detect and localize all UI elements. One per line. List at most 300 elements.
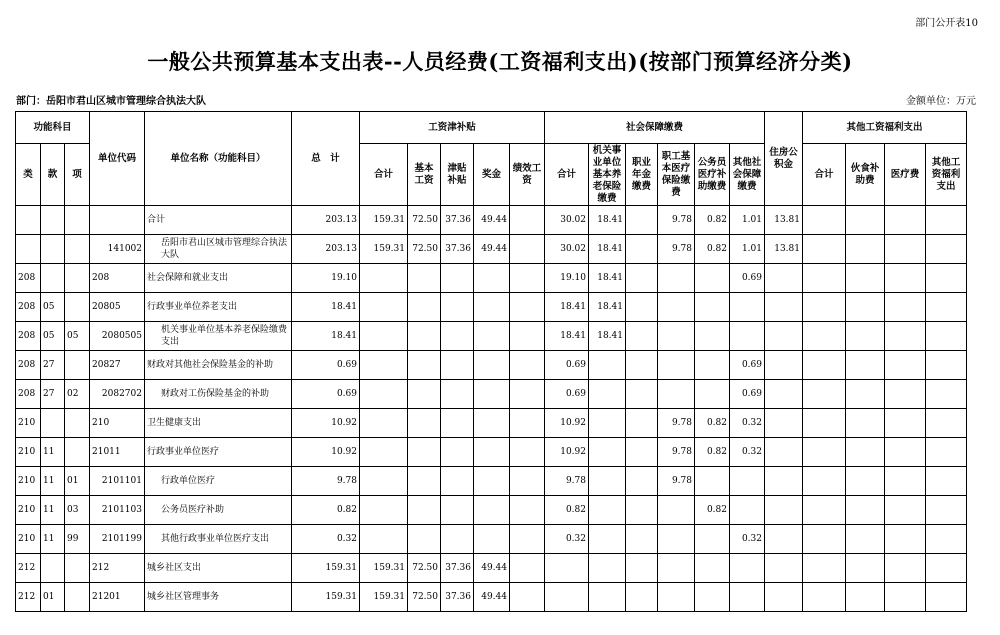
cell-civil-medical: 0.82 bbox=[695, 206, 730, 235]
cell-total: 10.92 bbox=[292, 409, 360, 438]
department-label: 部门：岳阳市君山区城市管理综合执法大队 bbox=[16, 96, 206, 107]
cell-social-total: 30.02 bbox=[545, 206, 589, 235]
cell-other-welfare bbox=[926, 583, 967, 612]
cell-housing-fund bbox=[765, 351, 803, 380]
cell-pension bbox=[589, 438, 626, 467]
cell-performance-wage bbox=[510, 409, 545, 438]
cell-allowance bbox=[441, 380, 474, 409]
cell-performance-wage bbox=[510, 235, 545, 264]
cell-wage-total bbox=[360, 525, 408, 554]
cell-other-social: 0.69 bbox=[730, 351, 765, 380]
cell-annuity bbox=[626, 351, 658, 380]
cell-allowance bbox=[441, 264, 474, 293]
cell-social-total: 19.10 bbox=[545, 264, 589, 293]
cell-basic-wage bbox=[408, 525, 441, 554]
table-row bbox=[16, 554, 967, 583]
cell-meal bbox=[846, 322, 885, 351]
cell-medical bbox=[658, 380, 695, 409]
cell-unit-code: 141002 bbox=[90, 235, 145, 264]
cell-medical bbox=[658, 351, 695, 380]
cell-medical: 9.78 bbox=[658, 235, 695, 264]
cell-kuan: 27 bbox=[41, 351, 65, 380]
cell-wage-total bbox=[360, 351, 408, 380]
cell-total: 10.92 bbox=[292, 438, 360, 467]
cell-performance-wage bbox=[510, 351, 545, 380]
cell-meal bbox=[846, 496, 885, 525]
cell-lei: 212 bbox=[16, 583, 41, 612]
cell-medical bbox=[658, 583, 695, 612]
cell-xiang: 02 bbox=[65, 380, 90, 409]
table-row bbox=[16, 322, 967, 351]
cell-medical: 9.78 bbox=[658, 206, 695, 235]
cell-annuity bbox=[626, 409, 658, 438]
table-row bbox=[16, 351, 967, 380]
cell-medical bbox=[658, 293, 695, 322]
cell-total: 0.82 bbox=[292, 496, 360, 525]
cell-pension: 18.41 bbox=[589, 293, 626, 322]
header-civil-medical: 公务员医疗补助缴费 bbox=[695, 144, 730, 206]
cell-unit-code: 212 bbox=[90, 554, 145, 583]
cell-unit-code: 21201 bbox=[90, 583, 145, 612]
cell-housing-fund bbox=[765, 525, 803, 554]
cell-other-total bbox=[803, 554, 846, 583]
cell-bonus bbox=[474, 264, 510, 293]
cell-wage-total bbox=[360, 264, 408, 293]
cell-unit-name: 城乡社区管理事务 bbox=[145, 583, 292, 612]
cell-lei: 208 bbox=[16, 264, 41, 293]
cell-total: 0.69 bbox=[292, 351, 360, 380]
cell-bonus: 49.44 bbox=[474, 206, 510, 235]
cell-total: 9.78 bbox=[292, 467, 360, 496]
cell-performance-wage bbox=[510, 525, 545, 554]
header-annuity: 职业年金缴费 bbox=[626, 144, 658, 206]
table-row bbox=[16, 293, 967, 322]
cell-xiang: 99 bbox=[65, 525, 90, 554]
cell-other-welfare bbox=[926, 206, 967, 235]
cell-other-total bbox=[803, 206, 846, 235]
table-number: 部门公开表10 bbox=[915, 18, 978, 29]
cell-unit-code bbox=[90, 206, 145, 235]
cell-medical-fee bbox=[885, 496, 926, 525]
cell-allowance bbox=[441, 438, 474, 467]
cell-kuan: 27 bbox=[41, 380, 65, 409]
cell-bonus bbox=[474, 380, 510, 409]
cell-medical-fee bbox=[885, 380, 926, 409]
cell-other-total bbox=[803, 351, 846, 380]
cell-other-social: 0.69 bbox=[730, 264, 765, 293]
cell-total: 0.69 bbox=[292, 380, 360, 409]
cell-medical-fee bbox=[885, 235, 926, 264]
cell-other-social bbox=[730, 583, 765, 612]
cell-pension bbox=[589, 554, 626, 583]
cell-xiang bbox=[65, 264, 90, 293]
cell-kuan: 11 bbox=[41, 438, 65, 467]
cell-civil-medical bbox=[695, 322, 730, 351]
cell-basic-wage bbox=[408, 438, 441, 467]
cell-pension bbox=[589, 467, 626, 496]
cell-housing-fund bbox=[765, 438, 803, 467]
cell-housing-fund bbox=[765, 322, 803, 351]
cell-xiang bbox=[65, 293, 90, 322]
cell-other-total bbox=[803, 525, 846, 554]
cell-annuity bbox=[626, 206, 658, 235]
cell-meal bbox=[846, 467, 885, 496]
cell-total: 203.13 bbox=[292, 206, 360, 235]
cell-pension bbox=[589, 583, 626, 612]
cell-wage-total bbox=[360, 322, 408, 351]
cell-bonus: 49.44 bbox=[474, 554, 510, 583]
table-row bbox=[16, 438, 967, 467]
cell-other-welfare bbox=[926, 293, 967, 322]
table-row bbox=[16, 264, 967, 293]
cell-wage-total: 159.31 bbox=[360, 554, 408, 583]
cell-other-social: 1.01 bbox=[730, 235, 765, 264]
cell-housing-fund: 13.81 bbox=[765, 206, 803, 235]
cell-medical: 9.78 bbox=[658, 467, 695, 496]
cell-pension bbox=[589, 380, 626, 409]
cell-medical-fee bbox=[885, 525, 926, 554]
cell-meal bbox=[846, 293, 885, 322]
cell-housing-fund bbox=[765, 409, 803, 438]
cell-other-social bbox=[730, 322, 765, 351]
cell-civil-medical bbox=[695, 293, 730, 322]
cell-other-total bbox=[803, 438, 846, 467]
cell-lei bbox=[16, 206, 41, 235]
cell-annuity bbox=[626, 264, 658, 293]
cell-unit-name: 合计 bbox=[145, 206, 292, 235]
header-wage-total: 合计 bbox=[360, 144, 408, 206]
cell-housing-fund bbox=[765, 380, 803, 409]
cell-unit-name: 卫生健康支出 bbox=[145, 409, 292, 438]
table-row bbox=[16, 496, 967, 525]
cell-unit-code: 2101199 bbox=[90, 525, 145, 554]
cell-allowance: 37.36 bbox=[441, 206, 474, 235]
cell-bonus bbox=[474, 293, 510, 322]
cell-allowance: 37.36 bbox=[441, 235, 474, 264]
cell-total: 18.41 bbox=[292, 293, 360, 322]
cell-medical-fee bbox=[885, 438, 926, 467]
cell-civil-medical bbox=[695, 264, 730, 293]
cell-bonus: 49.44 bbox=[474, 583, 510, 612]
cell-performance-wage bbox=[510, 467, 545, 496]
table-row bbox=[16, 409, 967, 438]
cell-basic-wage: 72.50 bbox=[408, 583, 441, 612]
cell-xiang bbox=[65, 438, 90, 467]
cell-other-welfare bbox=[926, 264, 967, 293]
cell-lei: 208 bbox=[16, 322, 41, 351]
cell-basic-wage bbox=[408, 322, 441, 351]
cell-annuity bbox=[626, 554, 658, 583]
header-performance-wage: 绩效工资 bbox=[510, 144, 545, 206]
cell-housing-fund bbox=[765, 554, 803, 583]
cell-meal bbox=[846, 264, 885, 293]
cell-other-total bbox=[803, 235, 846, 264]
table-row bbox=[16, 380, 967, 409]
cell-other-total bbox=[803, 322, 846, 351]
cell-medical bbox=[658, 554, 695, 583]
cell-total: 18.41 bbox=[292, 322, 360, 351]
cell-other-social bbox=[730, 496, 765, 525]
cell-medical-fee bbox=[885, 351, 926, 380]
cell-meal bbox=[846, 206, 885, 235]
header-wage-group: 工资津补贴 bbox=[360, 112, 545, 144]
cell-performance-wage bbox=[510, 583, 545, 612]
cell-bonus: 49.44 bbox=[474, 235, 510, 264]
cell-allowance bbox=[441, 293, 474, 322]
cell-other-total bbox=[803, 409, 846, 438]
cell-performance-wage bbox=[510, 496, 545, 525]
cell-civil-medical bbox=[695, 467, 730, 496]
cell-allowance bbox=[441, 322, 474, 351]
page-title: 一般公共预算基本支出表--人员经费(工资福利支出)(按部门预算经济分类) bbox=[147, 49, 853, 74]
cell-unit-name: 财政对工伤保险基金的补助 bbox=[145, 380, 292, 409]
header-basic-wage: 基本工资 bbox=[408, 144, 441, 206]
cell-other-total bbox=[803, 293, 846, 322]
cell-annuity bbox=[626, 467, 658, 496]
cell-lei: 210 bbox=[16, 496, 41, 525]
cell-bonus bbox=[474, 467, 510, 496]
cell-kuan: 11 bbox=[41, 467, 65, 496]
header-social-group: 社会保障缴费 bbox=[545, 112, 765, 144]
cell-civil-medical: 0.82 bbox=[695, 496, 730, 525]
cell-performance-wage bbox=[510, 206, 545, 235]
cell-civil-medical: 0.82 bbox=[695, 438, 730, 467]
cell-annuity bbox=[626, 438, 658, 467]
header-medical: 职工基本医疗保险缴费 bbox=[658, 144, 695, 206]
cell-basic-wage bbox=[408, 467, 441, 496]
cell-social-total: 0.32 bbox=[545, 525, 589, 554]
cell-total: 19.10 bbox=[292, 264, 360, 293]
cell-lei: 208 bbox=[16, 380, 41, 409]
cell-housing-fund bbox=[765, 467, 803, 496]
cell-meal bbox=[846, 438, 885, 467]
cell-kuan bbox=[41, 409, 65, 438]
cell-other-welfare bbox=[926, 554, 967, 583]
cell-annuity bbox=[626, 583, 658, 612]
cell-other-welfare bbox=[926, 525, 967, 554]
cell-allowance: 37.36 bbox=[441, 583, 474, 612]
cell-performance-wage bbox=[510, 322, 545, 351]
cell-housing-fund bbox=[765, 264, 803, 293]
header-allowance: 津贴补贴 bbox=[441, 144, 474, 206]
cell-unit-name: 财政对其他社会保险基金的补助 bbox=[145, 351, 292, 380]
cell-civil-medical: 0.82 bbox=[695, 235, 730, 264]
cell-medical-fee bbox=[885, 467, 926, 496]
cell-basic-wage: 72.50 bbox=[408, 206, 441, 235]
cell-pension bbox=[589, 409, 626, 438]
cell-performance-wage bbox=[510, 293, 545, 322]
cell-pension bbox=[589, 351, 626, 380]
header-total: 总 计 bbox=[292, 112, 360, 206]
cell-annuity bbox=[626, 380, 658, 409]
cell-lei: 210 bbox=[16, 467, 41, 496]
header-meal: 伙食补助费 bbox=[846, 144, 885, 206]
cell-medical-fee bbox=[885, 409, 926, 438]
cell-other-social: 0.69 bbox=[730, 380, 765, 409]
cell-annuity bbox=[626, 235, 658, 264]
cell-medical: 9.78 bbox=[658, 438, 695, 467]
cell-medical-fee bbox=[885, 322, 926, 351]
cell-basic-wage bbox=[408, 293, 441, 322]
cell-annuity bbox=[626, 496, 658, 525]
cell-unit-name: 社会保障和就业支出 bbox=[145, 264, 292, 293]
table-row bbox=[16, 525, 967, 554]
cell-social-total bbox=[545, 554, 589, 583]
currency-unit-label: 金额单位：万元 bbox=[906, 96, 976, 107]
cell-meal bbox=[846, 351, 885, 380]
cell-civil-medical: 0.82 bbox=[695, 409, 730, 438]
cell-bonus bbox=[474, 438, 510, 467]
cell-other-social: 1.01 bbox=[730, 206, 765, 235]
cell-civil-medical bbox=[695, 554, 730, 583]
cell-medical: 9.78 bbox=[658, 409, 695, 438]
cell-basic-wage bbox=[408, 409, 441, 438]
table-row bbox=[16, 467, 967, 496]
cell-other-welfare bbox=[926, 380, 967, 409]
cell-bonus bbox=[474, 525, 510, 554]
cell-allowance bbox=[441, 496, 474, 525]
cell-other-welfare bbox=[926, 467, 967, 496]
cell-other-welfare bbox=[926, 409, 967, 438]
cell-civil-medical bbox=[695, 583, 730, 612]
cell-social-total: 9.78 bbox=[545, 467, 589, 496]
cell-performance-wage bbox=[510, 554, 545, 583]
cell-basic-wage bbox=[408, 380, 441, 409]
cell-civil-medical bbox=[695, 351, 730, 380]
cell-unit-name: 机关事业单位基本养老保险缴费支出 bbox=[145, 322, 292, 351]
cell-wage-total bbox=[360, 380, 408, 409]
cell-kuan: 11 bbox=[41, 525, 65, 554]
cell-wage-total bbox=[360, 409, 408, 438]
header-func-subject: 功能科目 bbox=[16, 112, 90, 144]
cell-xiang: 05 bbox=[65, 322, 90, 351]
budget-table bbox=[15, 111, 967, 612]
cell-unit-name: 城乡社区支出 bbox=[145, 554, 292, 583]
cell-lei: 208 bbox=[16, 293, 41, 322]
cell-basic-wage: 72.50 bbox=[408, 554, 441, 583]
cell-unit-code: 2101103 bbox=[90, 496, 145, 525]
cell-pension: 18.41 bbox=[589, 235, 626, 264]
header-other-social: 其他社会保障缴费 bbox=[730, 144, 765, 206]
cell-bonus bbox=[474, 351, 510, 380]
cell-medical bbox=[658, 525, 695, 554]
header-medical-fee: 医疗费 bbox=[885, 144, 926, 206]
cell-meal bbox=[846, 525, 885, 554]
cell-annuity bbox=[626, 293, 658, 322]
cell-other-total bbox=[803, 496, 846, 525]
cell-kuan: 01 bbox=[41, 583, 65, 612]
cell-bonus bbox=[474, 322, 510, 351]
cell-other-social: 0.32 bbox=[730, 525, 765, 554]
cell-wage-total bbox=[360, 438, 408, 467]
cell-unit-code: 210 bbox=[90, 409, 145, 438]
cell-kuan: 05 bbox=[41, 322, 65, 351]
cell-bonus bbox=[474, 496, 510, 525]
table-row bbox=[16, 206, 967, 235]
cell-medical bbox=[658, 496, 695, 525]
cell-medical-fee bbox=[885, 206, 926, 235]
cell-meal bbox=[846, 235, 885, 264]
cell-civil-medical bbox=[695, 380, 730, 409]
header-social-total: 合计 bbox=[545, 144, 589, 206]
cell-other-welfare bbox=[926, 496, 967, 525]
cell-annuity bbox=[626, 322, 658, 351]
cell-wage-total: 159.31 bbox=[360, 583, 408, 612]
cell-allowance bbox=[441, 351, 474, 380]
cell-wage-total: 159.31 bbox=[360, 235, 408, 264]
cell-medical-fee bbox=[885, 554, 926, 583]
cell-social-total: 10.92 bbox=[545, 438, 589, 467]
cell-other-social: 0.32 bbox=[730, 438, 765, 467]
cell-meal bbox=[846, 380, 885, 409]
cell-kuan bbox=[41, 235, 65, 264]
cell-kuan bbox=[41, 264, 65, 293]
header-other-group: 其他工资福利支出 bbox=[803, 112, 967, 144]
cell-other-welfare bbox=[926, 351, 967, 380]
cell-total: 203.13 bbox=[292, 235, 360, 264]
cell-allowance bbox=[441, 525, 474, 554]
cell-social-total: 10.92 bbox=[545, 409, 589, 438]
header-pension: 机关事业单位基本养老保险缴费 bbox=[589, 144, 626, 206]
cell-social-total: 18.41 bbox=[545, 322, 589, 351]
cell-unit-name: 行政事业单位医疗 bbox=[145, 438, 292, 467]
header-bonus: 奖金 bbox=[474, 144, 510, 206]
cell-social-total: 0.82 bbox=[545, 496, 589, 525]
cell-other-social bbox=[730, 467, 765, 496]
cell-unit-name: 岳阳市君山区城市管理综合执法大队 bbox=[145, 235, 292, 264]
header-unit-name: 单位名称（功能科目） bbox=[145, 112, 292, 206]
cell-wage-total bbox=[360, 467, 408, 496]
cell-xiang bbox=[65, 206, 90, 235]
cell-unit-name: 行政事业单位养老支出 bbox=[145, 293, 292, 322]
cell-total: 159.31 bbox=[292, 583, 360, 612]
cell-kuan: 05 bbox=[41, 293, 65, 322]
cell-lei bbox=[16, 235, 41, 264]
cell-xiang bbox=[65, 409, 90, 438]
cell-social-total: 0.69 bbox=[545, 380, 589, 409]
cell-kuan: 11 bbox=[41, 496, 65, 525]
cell-other-total bbox=[803, 583, 846, 612]
table-row bbox=[16, 235, 967, 264]
cell-kuan bbox=[41, 554, 65, 583]
cell-xiang: 01 bbox=[65, 467, 90, 496]
cell-unit-code: 2082702 bbox=[90, 380, 145, 409]
header-lei: 类 bbox=[16, 144, 41, 206]
cell-other-social bbox=[730, 554, 765, 583]
cell-wage-total bbox=[360, 496, 408, 525]
cell-other-welfare bbox=[926, 438, 967, 467]
cell-unit-code: 2101101 bbox=[90, 467, 145, 496]
cell-medical-fee bbox=[885, 293, 926, 322]
cell-basic-wage bbox=[408, 264, 441, 293]
header-unit-code: 单位代码 bbox=[90, 112, 145, 206]
header-housing-fund: 住房公积金 bbox=[765, 112, 803, 206]
cell-pension: 18.41 bbox=[589, 206, 626, 235]
cell-xiang bbox=[65, 235, 90, 264]
cell-social-total bbox=[545, 583, 589, 612]
cell-meal bbox=[846, 409, 885, 438]
header-other-welfare: 其他工资福利支出 bbox=[926, 144, 967, 206]
header-kuan: 款 bbox=[41, 144, 65, 206]
cell-xiang bbox=[65, 554, 90, 583]
cell-pension bbox=[589, 496, 626, 525]
cell-civil-medical bbox=[695, 525, 730, 554]
cell-unit-code: 21011 bbox=[90, 438, 145, 467]
cell-wage-total: 159.31 bbox=[360, 206, 408, 235]
cell-unit-code: 208 bbox=[90, 264, 145, 293]
cell-meal bbox=[846, 554, 885, 583]
cell-annuity bbox=[626, 525, 658, 554]
